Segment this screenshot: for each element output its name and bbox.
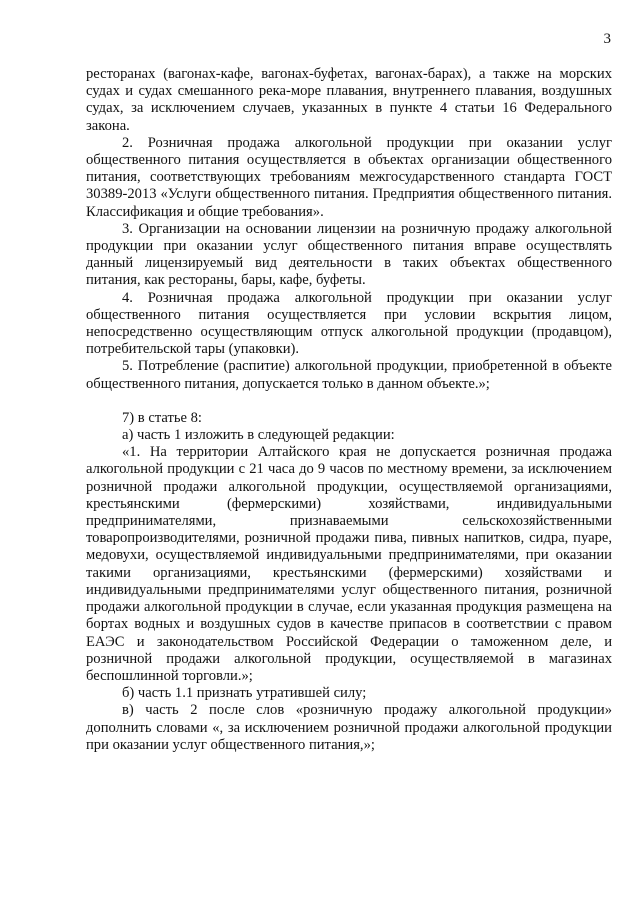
paragraph-item-5: 5. Потребление (распитие) алкогольной продукции, приобретенной в объекте общественного питания, допускается только в данном объекте.»; <box>86 358 612 392</box>
page-number: 3 <box>603 31 611 47</box>
paragraph-subitem-v: в) часть 2 после слов «розничную продажу алкогольной продукции» дополнить словами «, за исключением розничной продажи алкогольной продукции при оказании услуг общественного питания,»; <box>86 702 612 753</box>
paragraph-article-8: 7) в статье 8: <box>122 409 202 426</box>
paragraph-item-2: 2. Розничная продажа алкогольной продукции при оказании услуг общественного питания осуществляется в объектах организации общественного питания, соответствующих требованиям межгосударственного стандарта ГОСТ 30389-2013 «Услуги общественного питания. Предприятия общественного питания. Классификация и общие требования». <box>86 134 612 220</box>
paragraph-part-1-text: «1. На территории Алтайского края не допускается розничная продажа алкогольной продукции с 21 часа до 9 часов по местному времени, за исключением розничной продажи алкогольной продукции, осуществляемой организациями, крестьянскими (фермерскими) хозяйствами, индивидуальными предпринимателями, признаваемыми сельскохозяйственными товаропроизводителями, розничной продажи пива, пивных напитков, сидра, пуаре, медовухи, осуществляемой индивидуальными предпринимателями, при оказании такими организациями, крестьянскими (фермерскими) хозяйствами и индивидуальными предпринимателями услуг общественного питания, розничной продажи алкогольной продукции в случае, если указанная продукция размещена на бортах водных и воздушных судов в качестве припасов в соответствии с правом ЕАЭС и законодательством Российской Федерации о таможенном деле, и розничной продажи алкогольной продукции, осуществляемой в магазинах беспошлинной торговли.»; <box>86 444 612 684</box>
paragraph-continuation: ресторанах (вагонах-кафе, вагонах-буфетах, вагонах-барах), а также на морских судах и судах смешанного река-море плавания, внутреннего плавания, воздушных судах, за исключением случаев, указанных в пункте 4 статьи 16 Федерального закона. <box>86 66 612 134</box>
document-body <box>86 66 612 754</box>
paragraph-subitem-b: б) часть 1.1 признать утратившей силу; <box>122 685 367 702</box>
paragraph-subitem-a: а) часть 1 изложить в следующей редакции: <box>122 427 395 444</box>
paragraph-item-3: 3. Организации на основании лицензии на розничную продажу алкогольной продукции при оказании услуг общественного питания вправе осуществлять данный лицензируемый вид деятельности в таких объектах общественного питания, как рестораны, бары, кафе, буфеты. <box>86 220 612 289</box>
paragraph-item-4: 4. Розничная продажа алкогольной продукции при оказании услуг общественного питания осуществляется при условии вскрытия лицом, непосредственно осуществляющим отпуск алкогольной продукции (продавцом), потребительской тары (упаковки). <box>86 289 612 358</box>
